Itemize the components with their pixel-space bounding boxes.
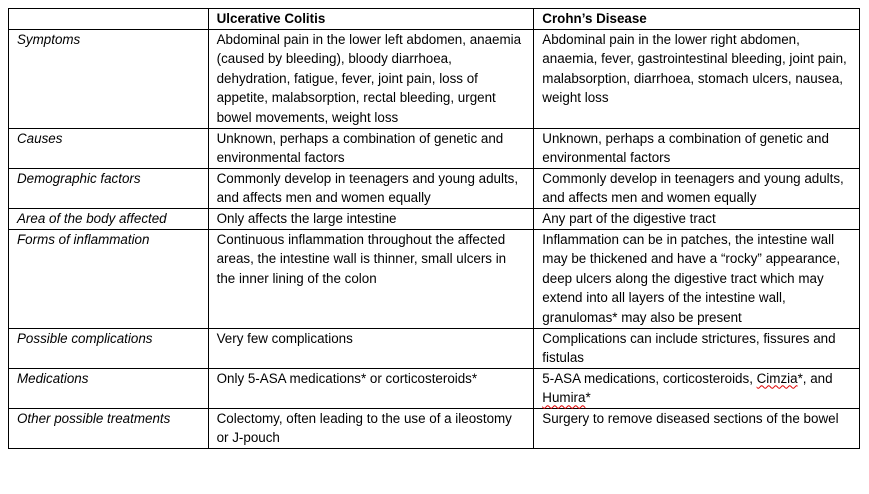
uc-causes-cell: Unknown, perhaps a combination of genetic and environmental factors xyxy=(208,128,534,168)
header-row xyxy=(9,9,860,30)
table-row xyxy=(9,368,860,408)
header-blank-cell xyxy=(9,9,209,30)
row-label-symptoms: Symptoms xyxy=(9,29,209,128)
uc-symptoms-cell: Abdominal pain in the lower left abdomen, anaemia (caused by bleeding), bloody diarrhoea, dehydration, fatigue, fever, joint pain, loss of appetite, malabsorption, rectal bleeding, urgent bowel movements, weight loss xyxy=(208,29,534,128)
table-row xyxy=(9,208,860,229)
row-label-possible-complications: Possible complications xyxy=(9,328,209,368)
row-label-other-treatments: Other possible treatments xyxy=(9,408,209,448)
table-row xyxy=(9,29,860,128)
uc-complications-cell: Very few complications xyxy=(208,328,534,368)
cd-medications-cell xyxy=(534,368,860,408)
cimzia-spellcheck-word: Cimzia xyxy=(756,370,798,386)
cd-medications-text: *, and xyxy=(797,370,833,386)
cd-inflammation-cell: Inflammation can be in patches, the intestine wall may be thickened and have a “rocky” appearance, deep ulcers along the digestive tract which may extend into all layers of the intestine wall, granulomas* may also be present xyxy=(534,229,860,328)
cd-complications-cell: Complications can include strictures, fissures and fistulas xyxy=(534,328,860,368)
cd-symptoms-cell: Abdominal pain in the lower right abdomen, anaemia, fever, gastrointestinal bleeding, joint pain, malabsorption, diarrhoea, stomach ulcers, nausea, weight loss xyxy=(534,29,860,128)
row-label-forms-of-inflammation: Forms of inflammation xyxy=(9,229,209,328)
comparison-table xyxy=(8,8,860,449)
table-row xyxy=(9,128,860,168)
uc-demographic-cell: Commonly develop in teenagers and young adults, and affects men and women equally xyxy=(208,168,534,208)
header-crohns-disease: Crohn’s Disease xyxy=(534,9,860,30)
row-label-medications: Medications xyxy=(9,368,209,408)
table-row xyxy=(9,168,860,208)
cd-treatments-cell: Surgery to remove diseased sections of the bowel xyxy=(534,408,860,448)
uc-inflammation-cell: Continuous inflammation throughout the affected areas, the intestine wall is thinner, small ulcers in the inner lining of the colon xyxy=(208,229,534,328)
row-label-causes: Causes xyxy=(9,128,209,168)
uc-treatments-cell: Colectomy, often leading to the use of a ileostomy or J-pouch xyxy=(208,408,534,448)
table-row xyxy=(9,408,860,448)
table-row xyxy=(9,229,860,328)
cd-demographic-cell: Commonly develop in teenagers and young adults, and affects men and women equally xyxy=(534,168,860,208)
uc-medications-cell: Only 5-ASA medications* or corticosteroids* xyxy=(208,368,534,408)
uc-area-cell: Only affects the large intestine xyxy=(208,208,534,229)
humira-spellcheck-word: Humira xyxy=(542,390,586,406)
row-label-demographic-factors: Demographic factors xyxy=(9,168,209,208)
cd-medications-text: 5-ASA medications, corticosteroids, xyxy=(542,370,757,386)
table-row xyxy=(9,328,860,368)
cd-area-cell: Any part of the digestive tract xyxy=(534,208,860,229)
cd-medications-text: * xyxy=(585,390,591,406)
header-ulcerative-colitis: Ulcerative Colitis xyxy=(208,9,534,30)
row-label-area-affected: Area of the body affected xyxy=(9,208,209,229)
cd-causes-cell: Unknown, perhaps a combination of genetic and environmental factors xyxy=(534,128,860,168)
